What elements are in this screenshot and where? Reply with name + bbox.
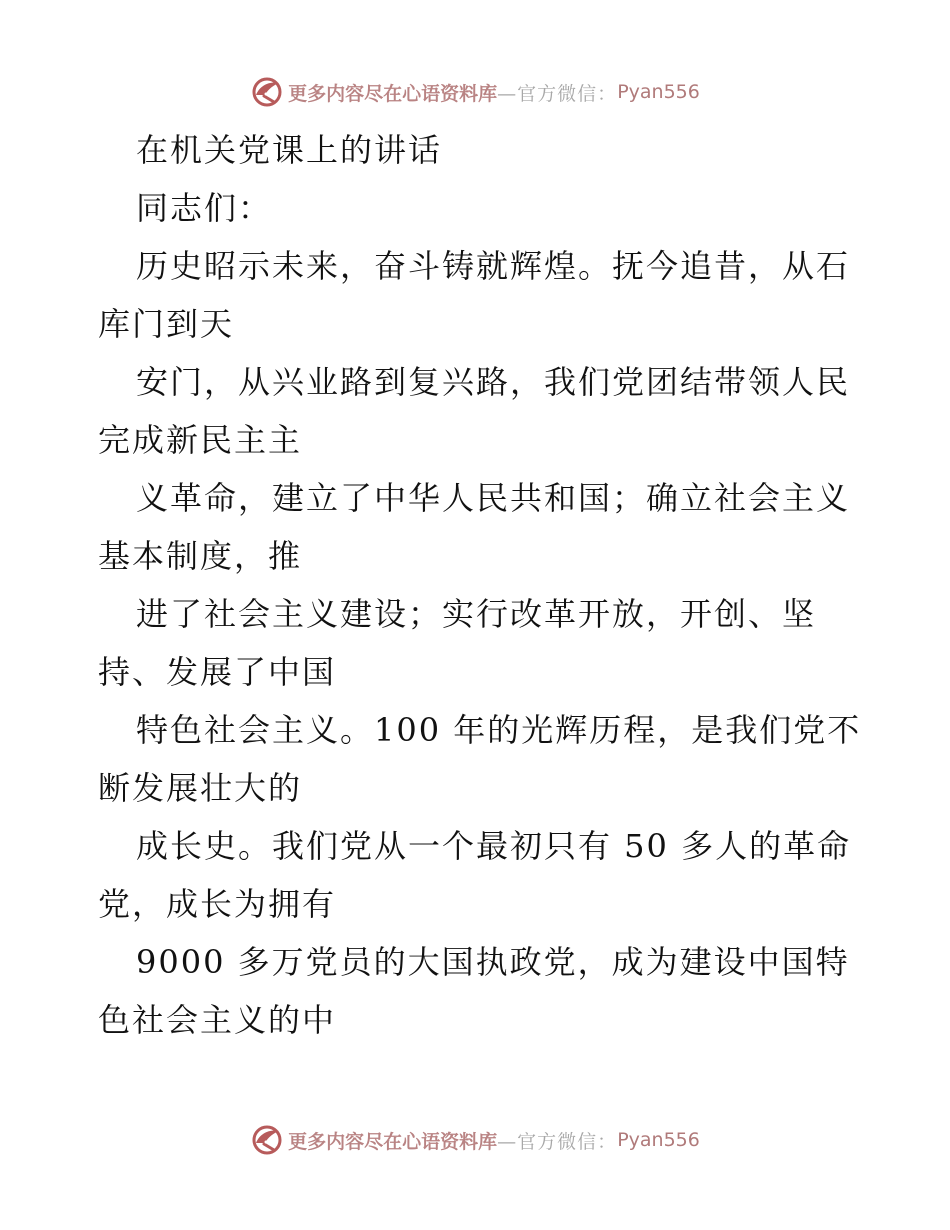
pen-nib-circle-icon	[250, 1123, 284, 1157]
header-watermark	[0, 72, 950, 112]
footer-watermark	[0, 1120, 950, 1160]
paragraph-line: 党，成长为拥有	[98, 885, 337, 923]
paragraph-line: 成长史。我们党从一个最初只有 50 多人的革命	[136, 827, 852, 865]
paragraph-line: 断发展壮大的	[98, 769, 303, 807]
watermark-suffix: —官方微信：	[497, 1130, 618, 1153]
watermark-id: Pyan556	[617, 1129, 700, 1151]
paragraph-line: 进了社会主义建设；实行改革开放，开创、坚	[136, 595, 817, 633]
document-title: 在机关党课上的讲话	[136, 131, 443, 169]
paragraph-line: 库门到天	[98, 305, 235, 343]
paragraph-line: 9000 多万党员的大国执政党，成为建设中国特	[136, 943, 850, 981]
paragraph-line: 色社会主义的中	[98, 1001, 337, 1039]
pen-nib-circle-icon	[250, 75, 284, 109]
paragraph-line: 特色社会主义。100 年的光辉历程，是我们党不	[136, 711, 862, 749]
document-body	[98, 121, 862, 1049]
watermark-prefix: 更多内容尽在心语资料库	[288, 1130, 498, 1153]
paragraph-line: 历史昭示未来，奋斗铸就辉煌。抚今追昔，从石	[136, 247, 851, 285]
paragraph-line: 安门，从兴业路到复兴路，我们党团结带领人民	[136, 363, 851, 401]
watermark-suffix: —官方微信：	[497, 82, 618, 105]
paragraph-line: 基本制度，推	[98, 537, 303, 575]
paragraph-line: 义革命，建立了中华人民共和国；确立社会主义	[136, 479, 851, 517]
watermark-id: Pyan556	[617, 81, 700, 103]
salutation: 同志们：	[136, 189, 273, 227]
watermark-prefix: 更多内容尽在心语资料库	[288, 82, 498, 105]
paragraph-line: 完成新民主主	[98, 421, 303, 459]
paragraph-line: 持、发展了中国	[98, 653, 337, 691]
